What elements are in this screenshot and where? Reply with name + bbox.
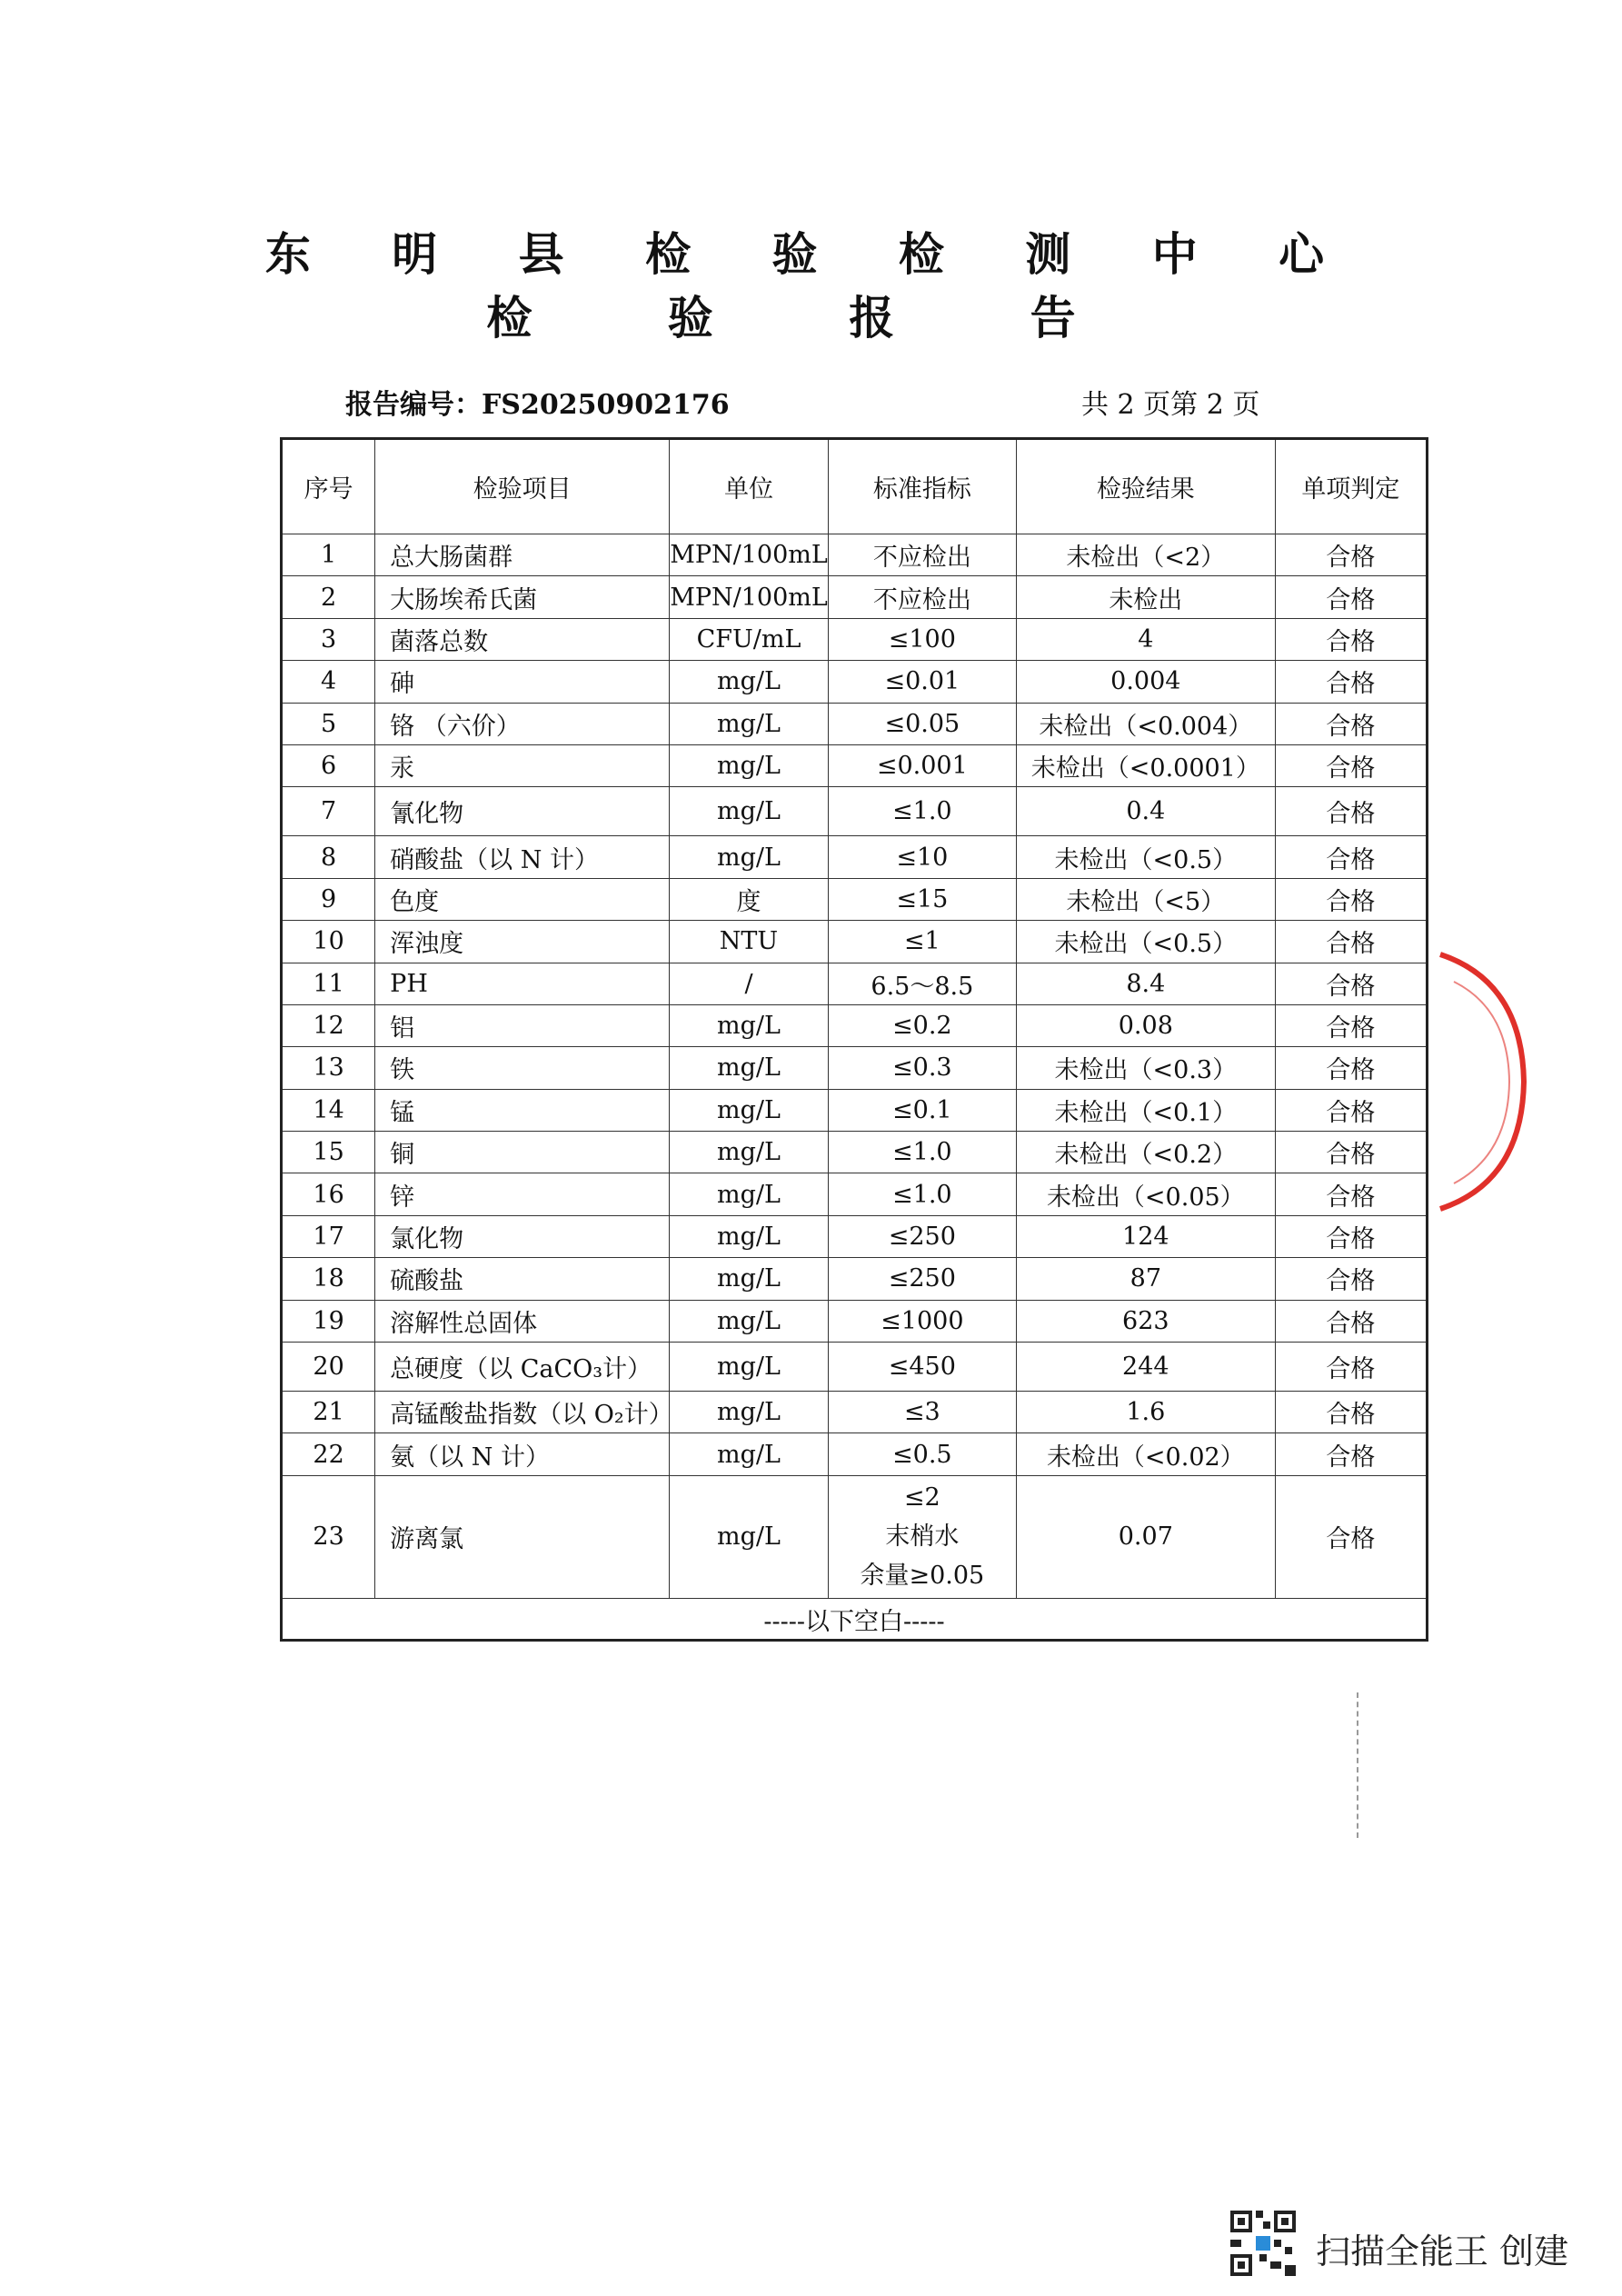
row-verdict: 合格 xyxy=(1275,1258,1427,1300)
row-verdict: 合格 xyxy=(1275,618,1427,660)
table-row xyxy=(282,1173,1428,1215)
row-result: 244 xyxy=(1016,1343,1275,1392)
row-standard: ≤1.0 xyxy=(828,1173,1016,1215)
table-row-23 xyxy=(282,1475,1428,1598)
row-no: 18 xyxy=(282,1258,375,1300)
row-item: 氰化物 xyxy=(375,787,670,836)
table-row xyxy=(282,963,1428,1004)
row-result: 未检出（<0.5） xyxy=(1016,921,1275,963)
row-standard xyxy=(828,1475,1016,1598)
row-result: 4 xyxy=(1016,618,1275,660)
row-standard: ≤0.3 xyxy=(828,1047,1016,1089)
row-unit: mg/L xyxy=(670,1089,829,1131)
table-body xyxy=(282,534,1428,1641)
row-no: 15 xyxy=(282,1132,375,1173)
table-row xyxy=(282,836,1428,878)
row-item: 铝 xyxy=(375,1004,670,1046)
row-verdict: 合格 xyxy=(1275,1215,1427,1257)
row-result: 未检出（<0.1） xyxy=(1016,1089,1275,1131)
row-result: 0.08 xyxy=(1016,1004,1275,1046)
official-seal-stamp xyxy=(1422,945,1531,1218)
row-result: 未检出（<0.05） xyxy=(1016,1173,1275,1215)
row-no: 4 xyxy=(282,661,375,703)
row-no: 11 xyxy=(282,963,375,1004)
row-standard: ≤250 xyxy=(828,1258,1016,1300)
table-row xyxy=(282,1300,1428,1342)
row-standard: ≤100 xyxy=(828,618,1016,660)
row-standard: 不应检出 xyxy=(828,534,1016,576)
row-verdict: 合格 xyxy=(1275,1089,1427,1131)
row-verdict: 合格 xyxy=(1275,963,1427,1004)
row-verdict: 合格 xyxy=(1275,1343,1427,1392)
row-item: 硫酸盐 xyxy=(375,1258,670,1300)
row-verdict: 合格 xyxy=(1275,787,1427,836)
table-row xyxy=(282,1047,1428,1089)
row-unit: 度 xyxy=(670,878,829,920)
table-row xyxy=(282,787,1428,836)
row-item: 汞 xyxy=(375,744,670,786)
row-no: 8 xyxy=(282,836,375,878)
row-unit: mg/L xyxy=(670,1475,829,1598)
row-no: 1 xyxy=(282,534,375,576)
table-row xyxy=(282,576,1428,618)
qr-code-icon xyxy=(1227,2207,1299,2280)
row-item: 色度 xyxy=(375,878,670,920)
row-verdict: 合格 xyxy=(1275,1004,1427,1046)
row-item: 浑浊度 xyxy=(375,921,670,963)
row-unit: / xyxy=(670,963,829,1004)
row-standard: ≤0.001 xyxy=(828,744,1016,786)
table-header-row xyxy=(282,439,1428,534)
row-unit: mg/L xyxy=(670,787,829,836)
table-row xyxy=(282,1215,1428,1257)
row-unit: CFU/mL xyxy=(670,618,829,660)
row-no: 3 xyxy=(282,618,375,660)
table-row xyxy=(282,618,1428,660)
table-row xyxy=(282,703,1428,744)
row-item: 大肠埃希氏菌 xyxy=(375,576,670,618)
row-standard: ≤1000 xyxy=(828,1300,1016,1342)
row-result: 8.4 xyxy=(1016,963,1275,1004)
table-row xyxy=(282,534,1428,576)
row-unit: mg/L xyxy=(670,1132,829,1173)
row-standard: ≤1 xyxy=(828,921,1016,963)
row-item: 总硬度（以 CaCO₃计） xyxy=(375,1343,670,1392)
row-unit: NTU xyxy=(670,921,829,963)
report-number: 报告编号：FS20250902176 xyxy=(345,389,730,421)
standard-line: 余量≥0.05 xyxy=(860,1562,985,1591)
col-header-verdict: 单项判定 xyxy=(1275,439,1427,534)
row-standard: ≤1.0 xyxy=(828,787,1016,836)
row-result: 1.6 xyxy=(1016,1392,1275,1433)
row-standard: ≤0.01 xyxy=(828,661,1016,703)
table-row xyxy=(282,921,1428,963)
row-standard: ≤450 xyxy=(828,1343,1016,1392)
row-item: 砷 xyxy=(375,661,670,703)
row-item: 氯化物 xyxy=(375,1215,670,1257)
row-unit: mg/L xyxy=(670,1047,829,1089)
row-verdict: 合格 xyxy=(1275,1300,1427,1342)
row-unit: MPN/100mL xyxy=(670,534,829,576)
row-verdict: 合格 xyxy=(1275,1132,1427,1173)
row-unit: mg/L xyxy=(670,1343,829,1392)
row-result: 未检出 xyxy=(1016,576,1275,618)
row-no: 20 xyxy=(282,1343,375,1392)
row-item: 锌 xyxy=(375,1173,670,1215)
row-unit: mg/L xyxy=(670,1392,829,1433)
row-result: 未检出（<5） xyxy=(1016,878,1275,920)
standard-line: ≤2 xyxy=(903,1483,940,1512)
row-result: 0.4 xyxy=(1016,787,1275,836)
row-no: 5 xyxy=(282,703,375,744)
row-verdict: 合格 xyxy=(1275,744,1427,786)
row-verdict: 合格 xyxy=(1275,534,1427,576)
page-info: 共 2 页第 2 页 xyxy=(1081,389,1260,421)
row-no: 14 xyxy=(282,1089,375,1131)
table-row xyxy=(282,1433,1428,1475)
row-no: 16 xyxy=(282,1173,375,1215)
row-no: 7 xyxy=(282,787,375,836)
row-verdict: 合格 xyxy=(1275,921,1427,963)
row-result: 未检出（<0.2） xyxy=(1016,1132,1275,1173)
row-standard: ≤0.1 xyxy=(828,1089,1016,1131)
row-standard: ≤1.0 xyxy=(828,1132,1016,1173)
row-no: 9 xyxy=(282,878,375,920)
row-result: 0.07 xyxy=(1016,1475,1275,1598)
row-standard: 6.5～8.5 xyxy=(828,963,1016,1004)
row-standard: ≤0.5 xyxy=(828,1433,1016,1475)
row-no: 21 xyxy=(282,1392,375,1433)
row-result: 623 xyxy=(1016,1300,1275,1342)
row-item: 菌落总数 xyxy=(375,618,670,660)
row-result: 0.004 xyxy=(1016,661,1275,703)
row-verdict: 合格 xyxy=(1275,1392,1427,1433)
scan-artifact-line xyxy=(1357,1692,1358,1838)
blank-note: -----以下空白----- xyxy=(282,1598,1428,1640)
table-row xyxy=(282,1132,1428,1173)
table-row xyxy=(282,1343,1428,1392)
row-no: 17 xyxy=(282,1215,375,1257)
row-standard: ≤0.2 xyxy=(828,1004,1016,1046)
table-row xyxy=(282,744,1428,786)
row-item: 高锰酸盐指数（以 O₂计） xyxy=(375,1392,670,1433)
row-standard: ≤10 xyxy=(828,836,1016,878)
row-verdict: 合格 xyxy=(1275,878,1427,920)
col-header-no: 序号 xyxy=(282,439,375,534)
table-row xyxy=(282,878,1428,920)
row-no: 13 xyxy=(282,1047,375,1089)
row-item: PH xyxy=(375,963,670,1004)
row-result: 未检出（<0.02） xyxy=(1016,1433,1275,1475)
row-result: 未检出（<0.004） xyxy=(1016,703,1275,744)
table-row xyxy=(282,1004,1428,1046)
row-item: 游离氯 xyxy=(375,1475,670,1598)
row-standard: ≤3 xyxy=(828,1392,1016,1433)
table-row xyxy=(282,661,1428,703)
row-no: 6 xyxy=(282,744,375,786)
row-verdict: 合格 xyxy=(1275,1173,1427,1215)
scanner-label: 扫描全能王 创建 xyxy=(1316,2231,1569,2271)
standard-line: 末梢水 xyxy=(885,1522,960,1552)
col-header-result: 检验结果 xyxy=(1016,439,1275,534)
row-unit: mg/L xyxy=(670,1433,829,1475)
table-row xyxy=(282,1089,1428,1131)
row-item: 铬 （六价） xyxy=(375,703,670,744)
row-result: 未检出（<2） xyxy=(1016,534,1275,576)
row-unit: mg/L xyxy=(670,744,829,786)
blank-row xyxy=(282,1598,1428,1640)
row-item: 锰 xyxy=(375,1089,670,1131)
row-no: 2 xyxy=(282,576,375,618)
row-unit: mg/L xyxy=(670,703,829,744)
col-header-standard: 标准指标 xyxy=(828,439,1016,534)
row-no: 10 xyxy=(282,921,375,963)
row-result: 未检出（<0.5） xyxy=(1016,836,1275,878)
row-standard: ≤15 xyxy=(828,878,1016,920)
col-header-item: 检验项目 xyxy=(375,439,670,534)
row-item: 铜 xyxy=(375,1132,670,1173)
table-row xyxy=(282,1258,1428,1300)
row-standard: ≤250 xyxy=(828,1215,1016,1257)
row-unit: mg/L xyxy=(670,1004,829,1046)
row-verdict: 合格 xyxy=(1275,1047,1427,1089)
row-unit: mg/L xyxy=(670,661,829,703)
row-no: 22 xyxy=(282,1433,375,1475)
row-verdict: 合格 xyxy=(1275,836,1427,878)
row-no: 23 xyxy=(282,1475,375,1598)
table-row xyxy=(282,1392,1428,1433)
org-title: 东 明 县 检 验 检 测 中 心 xyxy=(264,227,1358,281)
row-verdict: 合格 xyxy=(1275,1433,1427,1475)
row-unit: mg/L xyxy=(670,836,829,878)
row-result: 未检出（<0.3） xyxy=(1016,1047,1275,1089)
row-standard: ≤0.05 xyxy=(828,703,1016,744)
row-verdict: 合格 xyxy=(1275,1475,1427,1598)
row-item: 总大肠菌群 xyxy=(375,534,670,576)
row-item: 硝酸盐（以 N 计） xyxy=(375,836,670,878)
row-verdict: 合格 xyxy=(1275,576,1427,618)
row-unit: MPN/100mL xyxy=(670,576,829,618)
row-item: 氨（以 N 计） xyxy=(375,1433,670,1475)
row-standard: 不应检出 xyxy=(828,576,1016,618)
row-result: 87 xyxy=(1016,1258,1275,1300)
row-item: 铁 xyxy=(375,1047,670,1089)
row-no: 12 xyxy=(282,1004,375,1046)
row-unit: mg/L xyxy=(670,1300,829,1342)
row-result: 未检出（<0.0001） xyxy=(1016,744,1275,786)
row-item: 溶解性总固体 xyxy=(375,1300,670,1342)
row-unit: mg/L xyxy=(670,1173,829,1215)
row-unit: mg/L xyxy=(670,1215,829,1257)
col-header-unit: 单位 xyxy=(670,439,829,534)
document-title: 检 验 报 告 xyxy=(486,291,1136,344)
inspection-table xyxy=(280,437,1428,1642)
row-verdict: 合格 xyxy=(1275,703,1427,744)
row-no: 19 xyxy=(282,1300,375,1342)
row-result: 124 xyxy=(1016,1215,1275,1257)
row-unit: mg/L xyxy=(670,1258,829,1300)
row-verdict: 合格 xyxy=(1275,661,1427,703)
